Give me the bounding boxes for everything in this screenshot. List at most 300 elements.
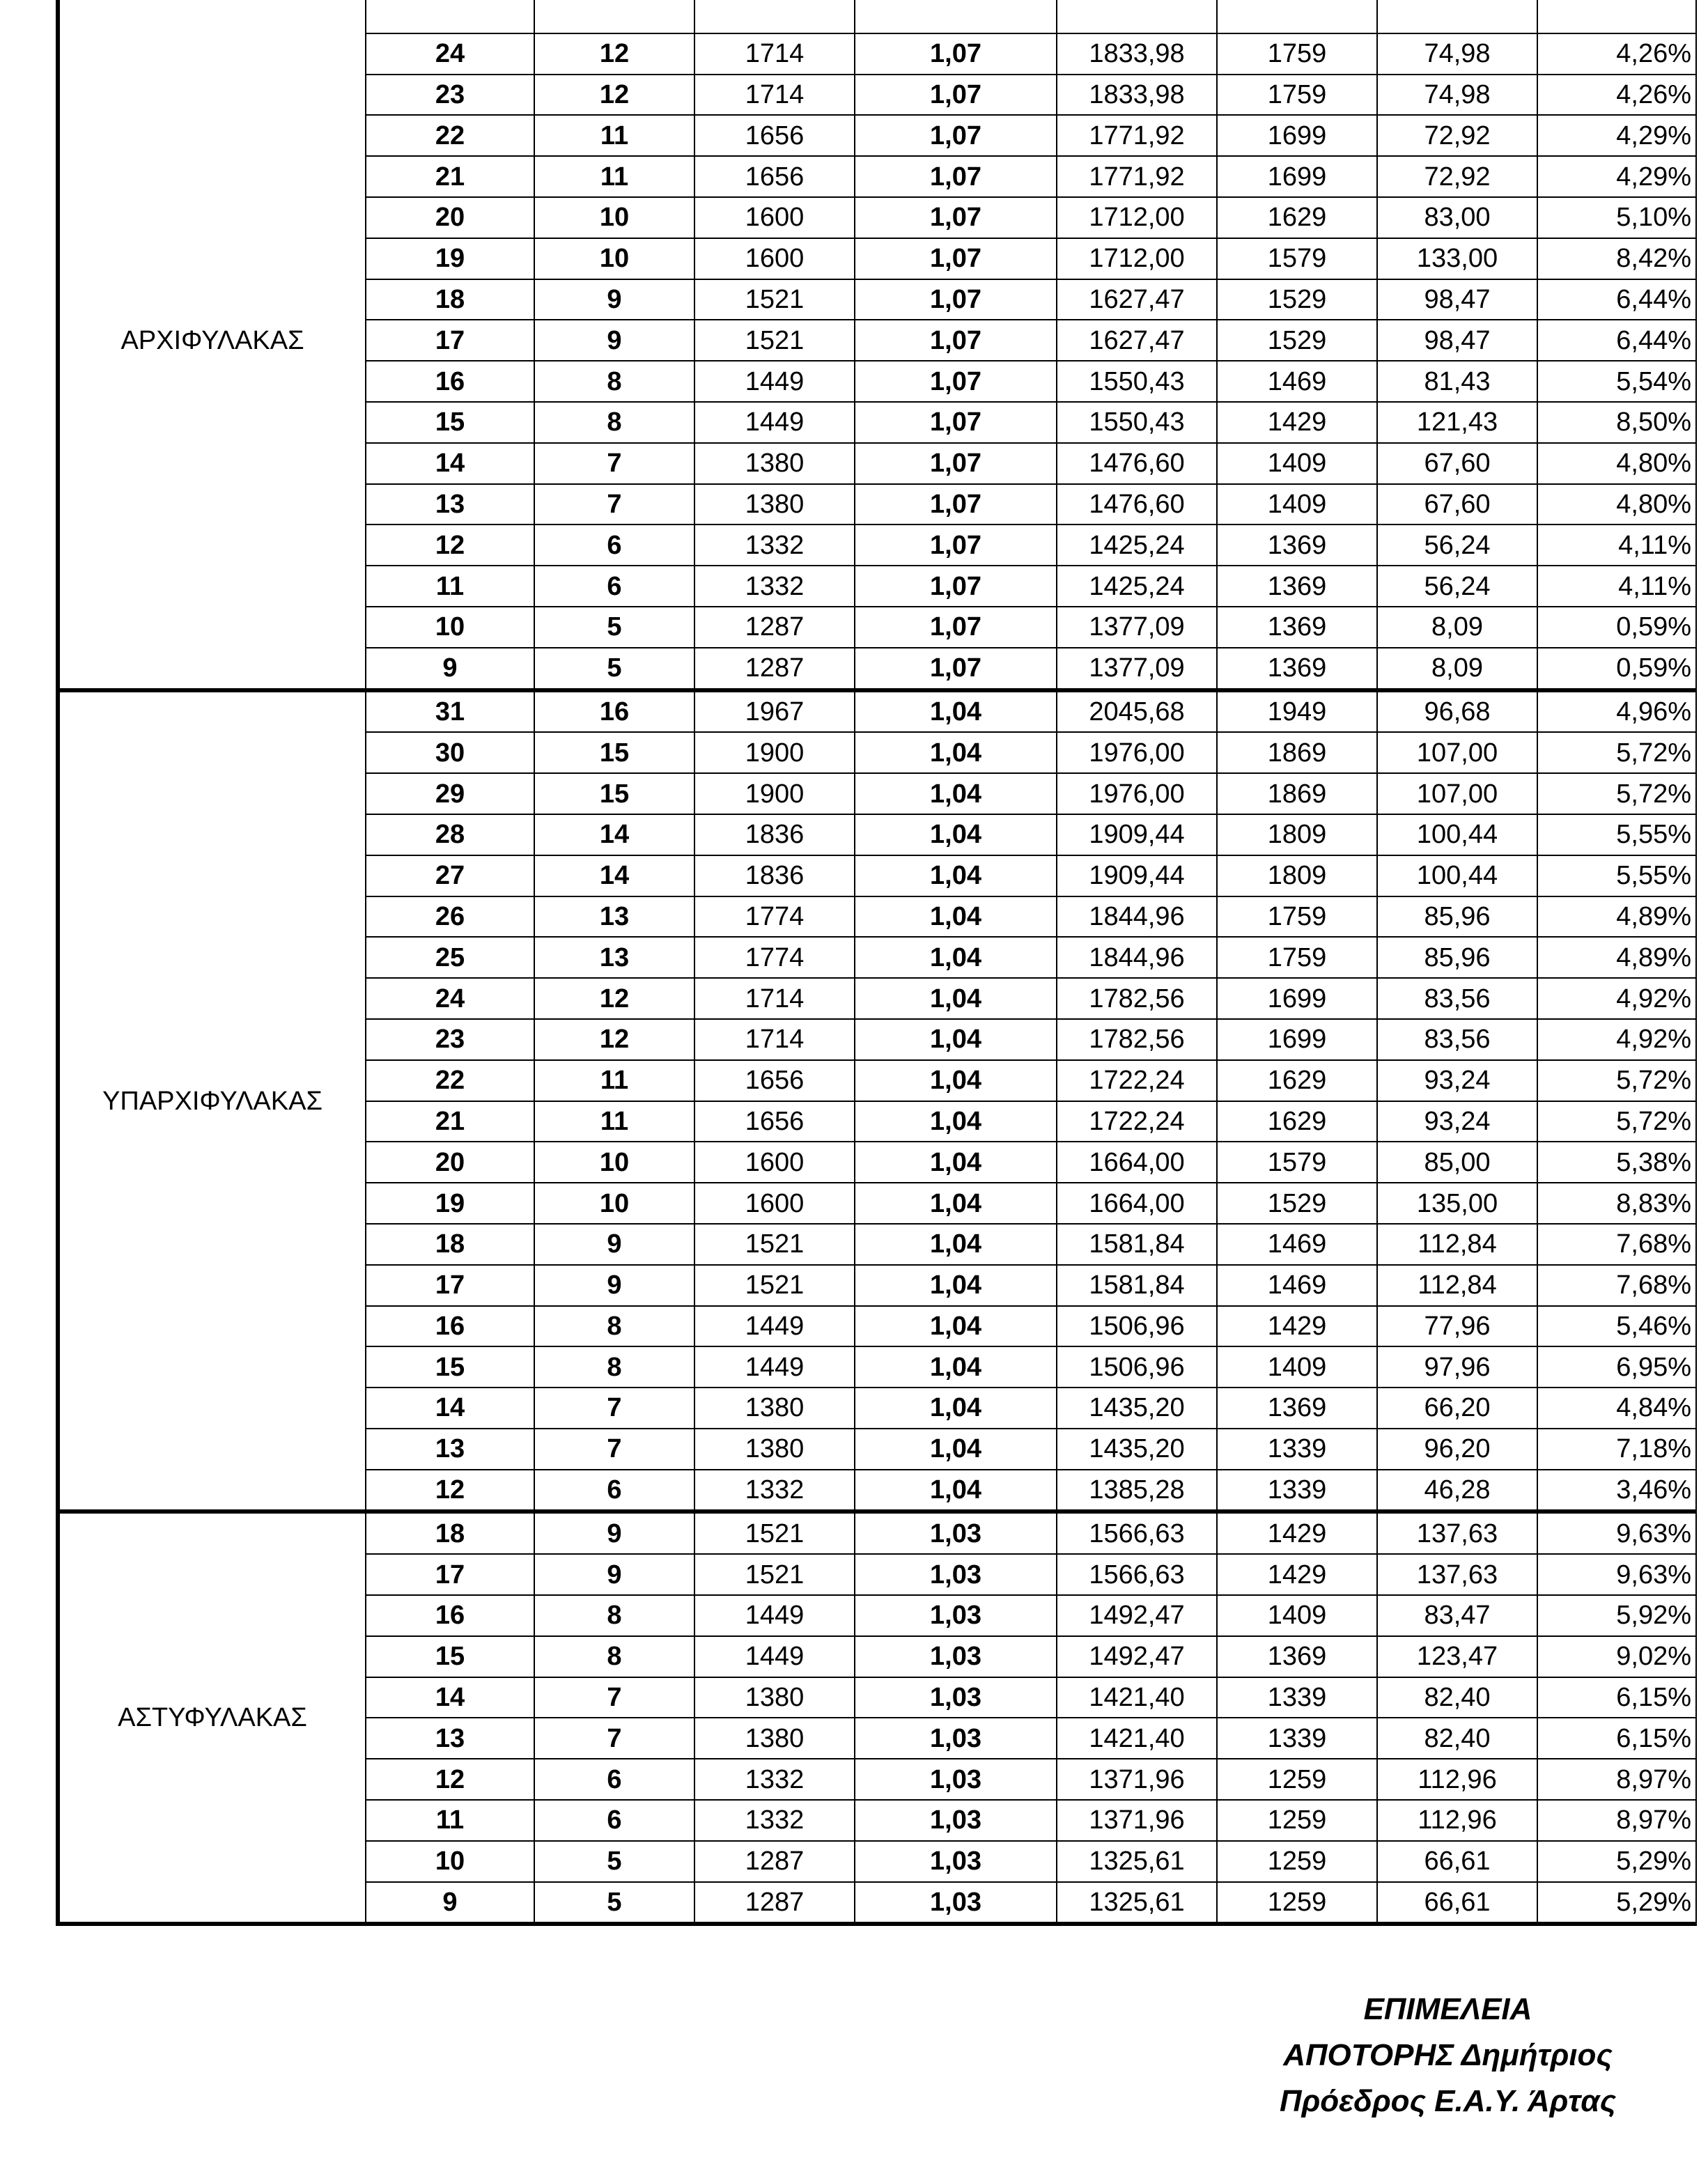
table-cell: 1,07	[855, 361, 1057, 402]
table-cell: 1,07	[855, 279, 1057, 320]
table-cell: 24	[366, 33, 534, 75]
table-cell: 1,04	[855, 1224, 1057, 1265]
table-cell: 6	[534, 1470, 694, 1512]
table-cell: 7	[534, 1677, 694, 1718]
table-cell: 81,43	[1377, 361, 1537, 402]
table-cell: 83,47	[1377, 1595, 1537, 1636]
table-cell: 18	[366, 279, 534, 320]
table-cell: 1421,40	[1057, 1677, 1217, 1718]
table-cell: 16	[366, 1595, 534, 1636]
table-cell: 1,04	[855, 1060, 1057, 1101]
table-cell: 4,89%	[1537, 896, 1696, 938]
table-cell: 6,44%	[1537, 279, 1696, 320]
table-cell: 8	[534, 361, 694, 402]
table-cell: 121,43	[1377, 402, 1537, 443]
table-cell: 1,04	[855, 1019, 1057, 1060]
table-cell: 1409	[1217, 1346, 1377, 1388]
table-cell: 10	[366, 1841, 534, 1882]
table-cell: 1,03	[855, 1595, 1057, 1636]
table-cell: 2045,68	[1057, 690, 1217, 733]
table-cell: 1385,28	[1057, 1470, 1217, 1512]
table-cell: 11	[534, 1101, 694, 1142]
table-cell: 1,07	[855, 443, 1057, 484]
table-cell: 4,26%	[1537, 33, 1696, 75]
table-cell: 1469	[1217, 361, 1377, 402]
table-cell: 1409	[1217, 484, 1377, 525]
table-cell: 1325,61	[1057, 1882, 1217, 1925]
table-cell: 18	[366, 1224, 534, 1265]
table-cell: 1,04	[855, 1265, 1057, 1306]
table-cell: 66,61	[1377, 1841, 1537, 1882]
table-cell: 1,04	[855, 773, 1057, 814]
table-cell: 14	[534, 855, 694, 896]
table-cell: 1521	[694, 279, 855, 320]
table-cell: 1,04	[855, 1183, 1057, 1224]
table-cell: 97,96	[1377, 1346, 1537, 1388]
table-cell: 9	[366, 648, 534, 690]
table-cell: 96,68	[1377, 690, 1537, 733]
table-cell: 112,84	[1377, 1265, 1537, 1306]
table-cell: 14	[534, 814, 694, 855]
table-cell: 9,63%	[1537, 1554, 1696, 1595]
table-cell: 1,07	[855, 197, 1057, 238]
table-cell	[1377, 0, 1537, 33]
table-cell: 1581,84	[1057, 1224, 1217, 1265]
table-cell: 1380	[694, 484, 855, 525]
table-cell: 5,29%	[1537, 1882, 1696, 1925]
table-cell: 7	[534, 443, 694, 484]
table-cell: 85,96	[1377, 896, 1537, 938]
table-cell: 1369	[1217, 1636, 1377, 1677]
table-cell: 17	[366, 1265, 534, 1306]
table-cell: 1836	[694, 855, 855, 896]
table-cell: 5,54%	[1537, 361, 1696, 402]
table-cell	[694, 0, 855, 33]
table-cell: 1600	[694, 1183, 855, 1224]
table-cell: 77,96	[1377, 1306, 1537, 1347]
table-cell: 1833,98	[1057, 33, 1217, 75]
table-cell: 1469	[1217, 1224, 1377, 1265]
table-cell: 1,03	[855, 1677, 1057, 1718]
table-cell: 1287	[694, 1882, 855, 1925]
table-cell: 1714	[694, 75, 855, 116]
table-cell: 8,97%	[1537, 1759, 1696, 1800]
table-cell: 82,40	[1377, 1718, 1537, 1759]
table-cell: 8,09	[1377, 607, 1537, 648]
table-cell: 14	[366, 1677, 534, 1718]
table-cell: 8,97%	[1537, 1800, 1696, 1841]
table-cell: 1774	[694, 896, 855, 938]
table-cell: 11	[366, 566, 534, 607]
table-cell: 1,03	[855, 1511, 1057, 1554]
rank-cell: ΑΣΤΥΦΥΛΑΚΑΣ	[58, 1511, 366, 1924]
table-cell: 1,03	[855, 1554, 1057, 1595]
table-cell: 1809	[1217, 855, 1377, 896]
table-cell	[1537, 0, 1696, 33]
table-cell: 4,92%	[1537, 1019, 1696, 1060]
table-cell: 10	[534, 238, 694, 279]
table-cell: 72,92	[1377, 156, 1537, 197]
table-cell: 4,29%	[1537, 156, 1696, 197]
table-cell: 1869	[1217, 773, 1377, 814]
table-cell: 85,00	[1377, 1142, 1537, 1183]
table-cell: 12	[534, 978, 694, 1019]
table-cell: 1550,43	[1057, 361, 1217, 402]
table-cell: 1,07	[855, 115, 1057, 156]
table-cell: 66,20	[1377, 1388, 1537, 1429]
table-cell: 1332	[694, 1470, 855, 1512]
table-cell: 112,96	[1377, 1759, 1537, 1800]
table-cell: 6,15%	[1537, 1677, 1696, 1718]
table-cell: 1,04	[855, 1470, 1057, 1512]
table-cell: 7,68%	[1537, 1224, 1696, 1265]
table-cell: 1332	[694, 524, 855, 566]
table-cell: 46,28	[1377, 1470, 1537, 1512]
table-cell: 1449	[694, 1346, 855, 1388]
table-cell: 1521	[694, 1224, 855, 1265]
table-cell: 6,95%	[1537, 1346, 1696, 1388]
table-cell: 15	[534, 732, 694, 773]
table-cell: 133,00	[1377, 238, 1537, 279]
table-cell: 1529	[1217, 1183, 1377, 1224]
table-cell: 1380	[694, 1718, 855, 1759]
table-cell: 1421,40	[1057, 1718, 1217, 1759]
table-cell: 8,42%	[1537, 238, 1696, 279]
table-cell: 1,04	[855, 855, 1057, 896]
table-cell: 1771,92	[1057, 156, 1217, 197]
table-cell: 1712,00	[1057, 197, 1217, 238]
table-cell	[366, 0, 534, 33]
table-cell: 9	[534, 1265, 694, 1306]
table-cell: 1429	[1217, 1306, 1377, 1347]
table-cell: 10	[534, 1183, 694, 1224]
table-cell	[1057, 0, 1217, 33]
table-cell: 1600	[694, 1142, 855, 1183]
table-cell: 22	[366, 1060, 534, 1101]
table-cell: 0,59%	[1537, 648, 1696, 690]
table-cell: 107,00	[1377, 732, 1537, 773]
table-cell: 1699	[1217, 156, 1377, 197]
table-cell: 4,11%	[1537, 566, 1696, 607]
table-row	[58, 0, 1696, 33]
table-cell: 15	[366, 402, 534, 443]
table-cell: 1,04	[855, 1142, 1057, 1183]
table-cell: 1,07	[855, 156, 1057, 197]
table-cell: 1,07	[855, 566, 1057, 607]
table-cell: 1,03	[855, 1636, 1057, 1677]
table-cell: 7	[534, 1718, 694, 1759]
table-cell: 1579	[1217, 238, 1377, 279]
table-cell: 1287	[694, 1841, 855, 1882]
table-cell: 1759	[1217, 33, 1377, 75]
table-cell: 1529	[1217, 320, 1377, 361]
table-cell: 1339	[1217, 1718, 1377, 1759]
table-cell: 1,04	[855, 1101, 1057, 1142]
table-cell: 85,96	[1377, 937, 1537, 978]
table-cell: 1714	[694, 33, 855, 75]
table-cell: 1759	[1217, 937, 1377, 978]
table-cell: 1521	[694, 1265, 855, 1306]
table-cell: 72,92	[1377, 115, 1537, 156]
table-cell: 1369	[1217, 1388, 1377, 1429]
table-cell: 1699	[1217, 1019, 1377, 1060]
table-cell: 9	[366, 1882, 534, 1925]
table-cell: 93,24	[1377, 1060, 1537, 1101]
table-cell: 1699	[1217, 978, 1377, 1019]
table-cell: 1,07	[855, 484, 1057, 525]
table-cell: 21	[366, 1101, 534, 1142]
table-row	[58, 690, 1696, 733]
table-cell: 1259	[1217, 1800, 1377, 1841]
table-cell: 8	[534, 1346, 694, 1388]
table-cell: 28	[366, 814, 534, 855]
table-cell: 135,00	[1377, 1183, 1537, 1224]
table-cell: 1,04	[855, 1346, 1057, 1388]
table-cell: 9	[534, 320, 694, 361]
table-cell: 4,80%	[1537, 484, 1696, 525]
table-cell: 6,44%	[1537, 320, 1696, 361]
table-cell: 82,40	[1377, 1677, 1537, 1718]
table-cell: 5	[534, 1841, 694, 1882]
table-cell: 13	[534, 896, 694, 938]
table-cell: 1656	[694, 1060, 855, 1101]
table-cell: 1967	[694, 690, 855, 733]
table-cell: 11	[534, 156, 694, 197]
table-cell: 1,07	[855, 524, 1057, 566]
table-cell: 19	[366, 238, 534, 279]
table-cell: 1782,56	[1057, 1019, 1217, 1060]
table-cell: 1,04	[855, 896, 1057, 938]
table-cell: 5,72%	[1537, 1060, 1696, 1101]
table-cell: 1449	[694, 361, 855, 402]
table-cell: 9,63%	[1537, 1511, 1696, 1554]
salary-table	[56, 0, 1697, 1926]
table-cell: 1,03	[855, 1841, 1057, 1882]
table-cell: 12	[366, 1759, 534, 1800]
table-cell: 4,26%	[1537, 75, 1696, 116]
table-cell: 66,61	[1377, 1882, 1537, 1925]
table-cell: 7	[534, 484, 694, 525]
table-cell: 1712,00	[1057, 238, 1217, 279]
table-cell: 1,04	[855, 732, 1057, 773]
table-cell: 1771,92	[1057, 115, 1217, 156]
table-cell: 1900	[694, 773, 855, 814]
table-cell: 7	[534, 1429, 694, 1470]
table-cell: 1809	[1217, 814, 1377, 855]
table-cell: 1449	[694, 1636, 855, 1677]
table-cell: 1627,47	[1057, 320, 1217, 361]
table-cell: 8,83%	[1537, 1183, 1696, 1224]
table-cell: 1492,47	[1057, 1595, 1217, 1636]
table-cell: 1,04	[855, 1306, 1057, 1347]
table-cell: 10	[534, 197, 694, 238]
table-cell: 1259	[1217, 1841, 1377, 1882]
table-cell: 1869	[1217, 732, 1377, 773]
table-cell: 1380	[694, 1429, 855, 1470]
table-cell: 1429	[1217, 1511, 1377, 1554]
table-cell: 1759	[1217, 75, 1377, 116]
table-cell: 27	[366, 855, 534, 896]
table-cell: 9,02%	[1537, 1636, 1696, 1677]
table-cell: 22	[366, 115, 534, 156]
table-cell: 11	[534, 1060, 694, 1101]
table-cell: 5,38%	[1537, 1142, 1696, 1183]
table-cell: 1833,98	[1057, 75, 1217, 116]
table-cell: 1722,24	[1057, 1060, 1217, 1101]
footer-title: ΕΠΙΜΕΛΕΙΑ	[1363, 1992, 1532, 2026]
table-cell: 67,60	[1377, 443, 1537, 484]
table-cell: 137,63	[1377, 1554, 1537, 1595]
table-cell: 1380	[694, 443, 855, 484]
table-cell: 4,84%	[1537, 1388, 1696, 1429]
table-cell: 1377,09	[1057, 648, 1217, 690]
table-cell: 100,44	[1377, 855, 1537, 896]
table-cell: 1,03	[855, 1718, 1057, 1759]
table-cell: 23	[366, 1019, 534, 1060]
rank-cell: ΑΡΧΙΦΥΛΑΚΑΣ	[58, 0, 366, 690]
table-cell: 1782,56	[1057, 978, 1217, 1019]
table-cell: 1,04	[855, 937, 1057, 978]
table-cell: 1425,24	[1057, 524, 1217, 566]
table-cell: 1836	[694, 814, 855, 855]
table-cell: 13	[534, 937, 694, 978]
table-cell: 1377,09	[1057, 607, 1217, 648]
table-cell: 1435,20	[1057, 1388, 1217, 1429]
table-cell: 1,07	[855, 402, 1057, 443]
table-cell: 1664,00	[1057, 1183, 1217, 1224]
table-cell: 4,29%	[1537, 115, 1696, 156]
table-cell: 12	[366, 1470, 534, 1512]
table-cell: 9	[534, 1511, 694, 1554]
table-cell: 5,55%	[1537, 855, 1696, 896]
table-cell: 83,56	[1377, 1019, 1537, 1060]
table-cell: 6,15%	[1537, 1718, 1696, 1759]
table-row	[58, 1511, 1696, 1554]
table-cell: 1629	[1217, 1101, 1377, 1142]
table-cell: 1435,20	[1057, 1429, 1217, 1470]
table-cell: 1909,44	[1057, 855, 1217, 896]
table-cell: 1380	[694, 1388, 855, 1429]
table-cell: 1332	[694, 1800, 855, 1841]
table-cell: 10	[534, 1142, 694, 1183]
table-cell: 67,60	[1377, 484, 1537, 525]
table-cell: 1259	[1217, 1759, 1377, 1800]
table-cell: 1369	[1217, 648, 1377, 690]
table-cell: 1,04	[855, 1388, 1057, 1429]
table-cell: 1,07	[855, 33, 1057, 75]
table-cell: 0,59%	[1537, 607, 1696, 648]
table-cell: 14	[366, 1388, 534, 1429]
table-cell: 1566,63	[1057, 1511, 1217, 1554]
table-cell: 1714	[694, 978, 855, 1019]
table-cell: 100,44	[1377, 814, 1537, 855]
table-cell: 15	[366, 1636, 534, 1677]
table-cell: 1759	[1217, 896, 1377, 938]
table-cell: 1627,47	[1057, 279, 1217, 320]
table-cell: 5	[534, 1882, 694, 1925]
table-cell: 1,07	[855, 648, 1057, 690]
table-cell: 83,00	[1377, 197, 1537, 238]
table-cell: 1,04	[855, 1429, 1057, 1470]
table-cell: 1339	[1217, 1470, 1377, 1512]
table-cell: 6	[534, 524, 694, 566]
table-cell: 1722,24	[1057, 1101, 1217, 1142]
table-cell: 3,46%	[1537, 1470, 1696, 1512]
table-cell: 1,04	[855, 690, 1057, 733]
table-cell: 1,03	[855, 1759, 1057, 1800]
footer-role: Πρόεδρος Ε.Α.Υ. Άρτας	[1279, 2084, 1616, 2118]
table-cell: 1325,61	[1057, 1841, 1217, 1882]
table-cell: 1409	[1217, 1595, 1377, 1636]
table-cell: 9	[534, 1554, 694, 1595]
table-cell: 12	[534, 1019, 694, 1060]
table-cell: 1,07	[855, 238, 1057, 279]
table-cell: 5,10%	[1537, 197, 1696, 238]
table-cell: 4,92%	[1537, 978, 1696, 1019]
table-cell: 1369	[1217, 566, 1377, 607]
table-cell: 16	[366, 361, 534, 402]
table-cell: 31	[366, 690, 534, 733]
table-cell: 1476,60	[1057, 443, 1217, 484]
table-cell: 1529	[1217, 279, 1377, 320]
table-cell: 1664,00	[1057, 1142, 1217, 1183]
table-cell: 24	[366, 978, 534, 1019]
table-cell	[534, 0, 694, 33]
table-cell: 5	[534, 648, 694, 690]
table-cell: 1629	[1217, 197, 1377, 238]
table-cell: 20	[366, 197, 534, 238]
table-cell: 5,72%	[1537, 1101, 1696, 1142]
table-cell: 1,04	[855, 814, 1057, 855]
table-cell: 6	[534, 1800, 694, 1841]
table-cell: 74,98	[1377, 75, 1537, 116]
table-cell: 1656	[694, 1101, 855, 1142]
table-cell: 25	[366, 937, 534, 978]
table-cell: 112,96	[1377, 1800, 1537, 1841]
table-cell: 1449	[694, 1595, 855, 1636]
table-cell: 8,50%	[1537, 402, 1696, 443]
table-cell: 1579	[1217, 1142, 1377, 1183]
table-cell: 1339	[1217, 1429, 1377, 1470]
table-cell: 93,24	[1377, 1101, 1537, 1142]
table-cell: 18	[366, 1511, 534, 1554]
table-cell: 1714	[694, 1019, 855, 1060]
table-cell: 1,04	[855, 978, 1057, 1019]
table-cell: 11	[366, 1800, 534, 1841]
table-cell: 26	[366, 896, 534, 938]
table-cell: 1,07	[855, 320, 1057, 361]
table-cell: 1371,96	[1057, 1800, 1217, 1841]
table-cell: 9	[534, 279, 694, 320]
table-cell: 98,47	[1377, 320, 1537, 361]
signature-block	[1280, 1987, 1616, 2124]
table-cell: 1629	[1217, 1060, 1377, 1101]
table-cell: 5,46%	[1537, 1306, 1696, 1347]
table-cell: 14	[366, 443, 534, 484]
table-cell: 1566,63	[1057, 1554, 1217, 1595]
table-cell: 1259	[1217, 1882, 1377, 1925]
table-cell: 1287	[694, 607, 855, 648]
table-cell: 8	[534, 1595, 694, 1636]
table-cell: 56,24	[1377, 524, 1537, 566]
table-cell: 4,96%	[1537, 690, 1696, 733]
table-cell: 1774	[694, 937, 855, 978]
table-cell: 1976,00	[1057, 773, 1217, 814]
table-cell: 17	[366, 320, 534, 361]
table-cell: 1425,24	[1057, 566, 1217, 607]
table-cell: 1656	[694, 156, 855, 197]
table-cell: 137,63	[1377, 1511, 1537, 1554]
